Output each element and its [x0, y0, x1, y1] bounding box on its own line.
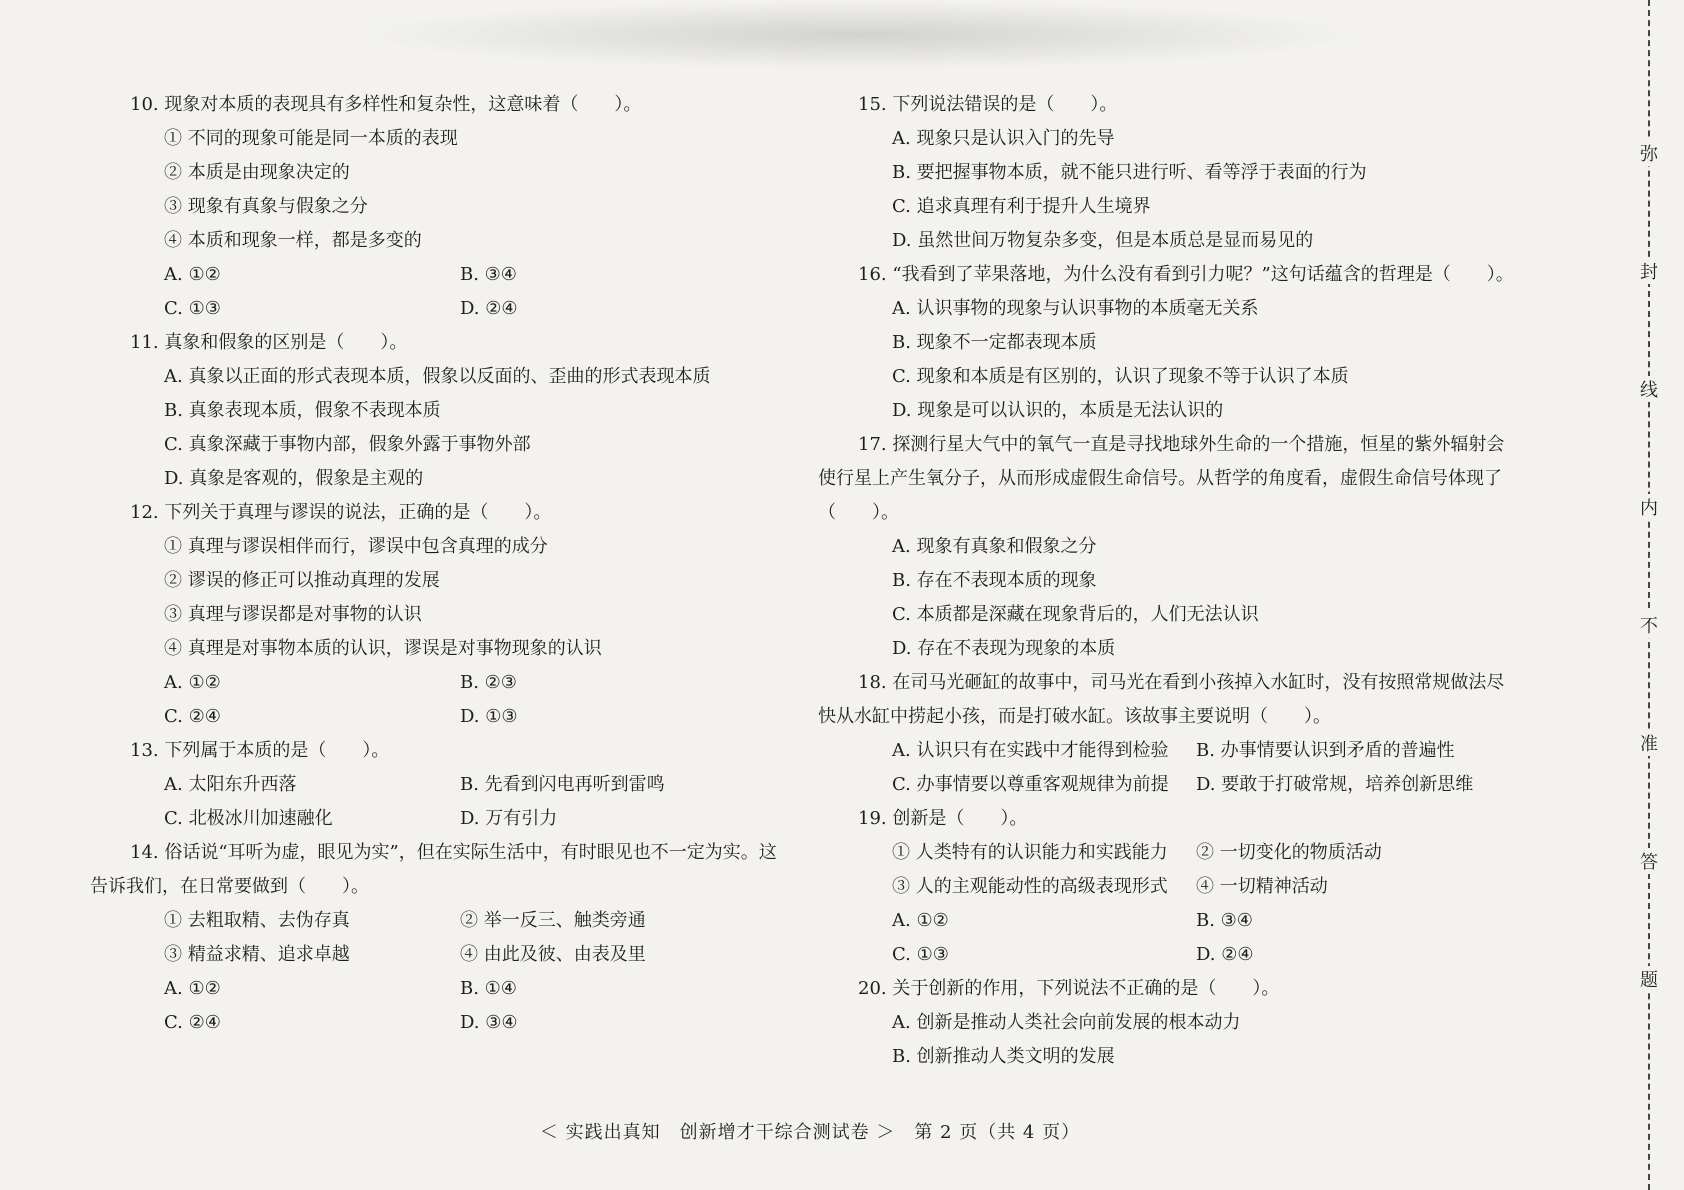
option-b: B. 真象表现本质，假象不表现本质 — [164, 400, 441, 421]
choice-c: C. ①③ — [892, 944, 949, 965]
choice-d: D. ③④ — [460, 1012, 518, 1033]
choice-d: D. ①③ — [460, 706, 518, 727]
option-c: C. 现象和本质是有区别的，认识了现象不等于认识了本质 — [892, 366, 1349, 387]
question-20 — [858, 972, 1598, 1074]
option-c: C. 追求真理有利于提升人生境界 — [892, 196, 1151, 217]
choice-c: C. ①③ — [164, 298, 221, 319]
choice-a: A. ①② — [164, 264, 221, 285]
statement-item: ④ 一切精神活动 — [1196, 876, 1328, 897]
choice-row — [130, 666, 830, 700]
choice-row — [130, 700, 830, 734]
scan-shadow — [360, 0, 1360, 70]
option-b: B. 创新推动人类文明的发展 — [892, 1046, 1115, 1067]
question-stem: 16. “我看到了苹果落地，为什么没有看到引力呢？”这句话蕴含的哲理是（ ）。 — [858, 264, 1514, 285]
statement-item: ② 谬误的修正可以推动真理的发展 — [164, 570, 440, 591]
binding-char: 弥 — [1636, 140, 1662, 166]
option-d: D. 现象是可以认识的，本质是无法认识的 — [892, 400, 1224, 421]
question-stem: 18. 在司马光砸缸的故事中，司马光在看到小孩掉入水缸时，没有按照常规做法尽 — [858, 672, 1505, 693]
statement-item: ③ 现象有真象与假象之分 — [164, 196, 368, 217]
option-c: C. 本质都是深藏在现象背后的，人们无法认识 — [892, 604, 1259, 625]
binding-char: 答 — [1636, 848, 1662, 874]
choice-b: B. ①④ — [460, 978, 517, 999]
choice-row — [858, 734, 1598, 768]
right-column — [818, 88, 1598, 1074]
seal-dashed-line — [1648, 0, 1650, 1190]
question-stem: 15. 下列说法错误的是（ ）。 — [858, 94, 1118, 115]
statement-item: ② 一切变化的物质活动 — [1196, 842, 1382, 863]
choice-row — [858, 768, 1598, 802]
choice-a: A. ①② — [892, 910, 949, 931]
statement-item: ② 举一反三、触类旁通 — [460, 910, 646, 931]
binding-char: 题 — [1636, 966, 1662, 992]
question-stem: 12. 下列关于真理与谬误的说法，正确的是（ ）。 — [130, 502, 552, 523]
choice-b: B. ③④ — [1196, 910, 1253, 931]
statement-item: ④ 由此及彼、由表及里 — [460, 944, 646, 965]
choice-row — [130, 258, 830, 292]
binding-char: 准 — [1636, 730, 1662, 756]
statement-item: ① 不同的现象可能是同一本质的表现 — [164, 128, 458, 149]
question-17 — [818, 428, 1598, 666]
choice-d: D. 万有引力 — [460, 808, 558, 829]
question-stem-continued: 快从水缸中捞起小孩，而是打破水缸。该故事主要说明（ ）。 — [818, 706, 1331, 727]
question-13 — [130, 734, 830, 836]
choice-row — [130, 802, 830, 836]
binding-char: 封 — [1636, 258, 1662, 284]
statement-row — [858, 836, 1598, 870]
option-b: B. 现象不一定都表现本质 — [892, 332, 1097, 353]
question-19 — [858, 802, 1598, 972]
statement-item: ③ 精益求精、追求卓越 — [164, 944, 350, 965]
choice-b: B. 办事情要认识到矛盾的普遍性 — [1196, 740, 1455, 761]
statement-item: ④ 本质和现象一样，都是多变的 — [164, 230, 422, 251]
question-11 — [130, 326, 830, 496]
choice-c: C. ②④ — [164, 706, 221, 727]
question-10 — [130, 88, 830, 326]
statement-row — [858, 870, 1598, 904]
option-d: D. 存在不表现为现象的本质 — [892, 638, 1116, 659]
option-d: D. 虽然世间万物复杂多变，但是本质总是显而易见的 — [892, 230, 1314, 251]
question-15 — [858, 88, 1598, 258]
option-a: A. 真象以正面的形式表现本质，假象以反面的、歪曲的形式表现本质 — [164, 366, 711, 387]
question-stem: 20. 关于创新的作用，下列说法不正确的是（ ）。 — [858, 978, 1280, 999]
statement-item: ④ 真理是对事物本质的认识，谬误是对事物现象的认识 — [164, 638, 602, 659]
option-a: A. 现象只是认识入门的先导 — [892, 128, 1115, 149]
choice-a: A. ①② — [164, 672, 221, 693]
option-a: A. 创新是推动人类社会向前发展的根本动力 — [892, 1012, 1241, 1033]
question-stem: 10. 现象对本质的表现具有多样性和复杂性，这意味着（ ）。 — [130, 94, 642, 115]
choice-b: B. ②③ — [460, 672, 517, 693]
binding-char: 不 — [1636, 612, 1662, 638]
question-16 — [858, 258, 1598, 428]
choice-c: C. 办事情要以尊重客观规律为前提 — [892, 774, 1169, 795]
option-d: D. 真象是客观的，假象是主观的 — [164, 468, 424, 489]
choice-c: C. 北极冰川加速融化 — [164, 808, 333, 829]
statement-row — [130, 904, 830, 938]
statement-item: ① 真理与谬误相伴而行，谬误中包含真理的成分 — [164, 536, 548, 557]
question-stem: 14. 俗话说“耳听为虚，眼见为实”，但在实际生活中，有时眼见也不一定为实。这 — [130, 842, 777, 863]
statement-item: ① 人类特有的认识能力和实践能力 — [892, 842, 1168, 863]
choice-b: B. 先看到闪电再听到雷鸣 — [460, 774, 665, 795]
binding-margin — [1604, 0, 1684, 1190]
choice-d: D. 要敢于打破常规，培养创新思维 — [1196, 774, 1474, 795]
choice-c: C. ②④ — [164, 1012, 221, 1033]
statement-item: ② 本质是由现象决定的 — [164, 162, 350, 183]
question-stem-continued: 使行星上产生氧分子，从而形成虚假生命信号。从哲学的角度看，虚假生命信号体现了 — [818, 468, 1502, 489]
choice-a: A. ①② — [164, 978, 221, 999]
left-column — [90, 88, 830, 1040]
statement-row — [130, 938, 830, 972]
choice-d: D. ②④ — [1196, 944, 1254, 965]
choice-b: B. ③④ — [460, 264, 517, 285]
option-c: C. 真象深藏于事物内部，假象外露于事物外部 — [164, 434, 531, 455]
question-stem-continued: （ ）。 — [818, 502, 899, 523]
question-stem: 13. 下列属于本质的是（ ）。 — [130, 740, 390, 761]
question-12 — [130, 496, 830, 734]
option-b: B. 要把握事物本质，就不能只进行听、看等浮于表面的行为 — [892, 162, 1367, 183]
choice-row — [858, 904, 1598, 938]
question-stem-continued: 告诉我们，在日常要做到（ ）。 — [90, 876, 369, 897]
question-stem: 11. 真象和假象的区别是（ ）。 — [130, 332, 408, 353]
choice-a: A. 太阳东升西落 — [164, 774, 297, 795]
choice-row — [858, 938, 1598, 972]
binding-char: 线 — [1636, 376, 1662, 402]
option-a: A. 认识事物的现象与认识事物的本质毫无关系 — [892, 298, 1259, 319]
choice-row — [130, 1006, 830, 1040]
page-footer: ＜ 实践出真知 创新增才干综合测试卷 ＞ 第 2 页（共 4 页） — [539, 1122, 1081, 1143]
statement-item: ③ 真理与谬误都是对事物的认识 — [164, 604, 422, 625]
binding-char: 内 — [1636, 494, 1662, 520]
option-a: A. 现象有真象和假象之分 — [892, 536, 1097, 557]
choice-row — [130, 768, 830, 802]
choice-row — [130, 972, 830, 1006]
question-18 — [818, 666, 1598, 802]
choice-d: D. ②④ — [460, 298, 518, 319]
question-14 — [90, 836, 830, 1040]
question-stem: 19. 创新是（ ）。 — [858, 808, 1028, 829]
choice-a: A. 认识只有在实践中才能得到检验 — [892, 740, 1169, 761]
statement-item: ① 去粗取精、去伪存真 — [164, 910, 350, 931]
statement-item: ③ 人的主观能动性的高级表现形式 — [892, 876, 1168, 897]
question-stem: 17. 探测行星大气中的氧气一直是寻找地球外生命的一个措施，恒星的紫外辐射会 — [858, 434, 1505, 455]
choice-row — [130, 292, 830, 326]
option-b: B. 存在不表现本质的现象 — [892, 570, 1097, 591]
